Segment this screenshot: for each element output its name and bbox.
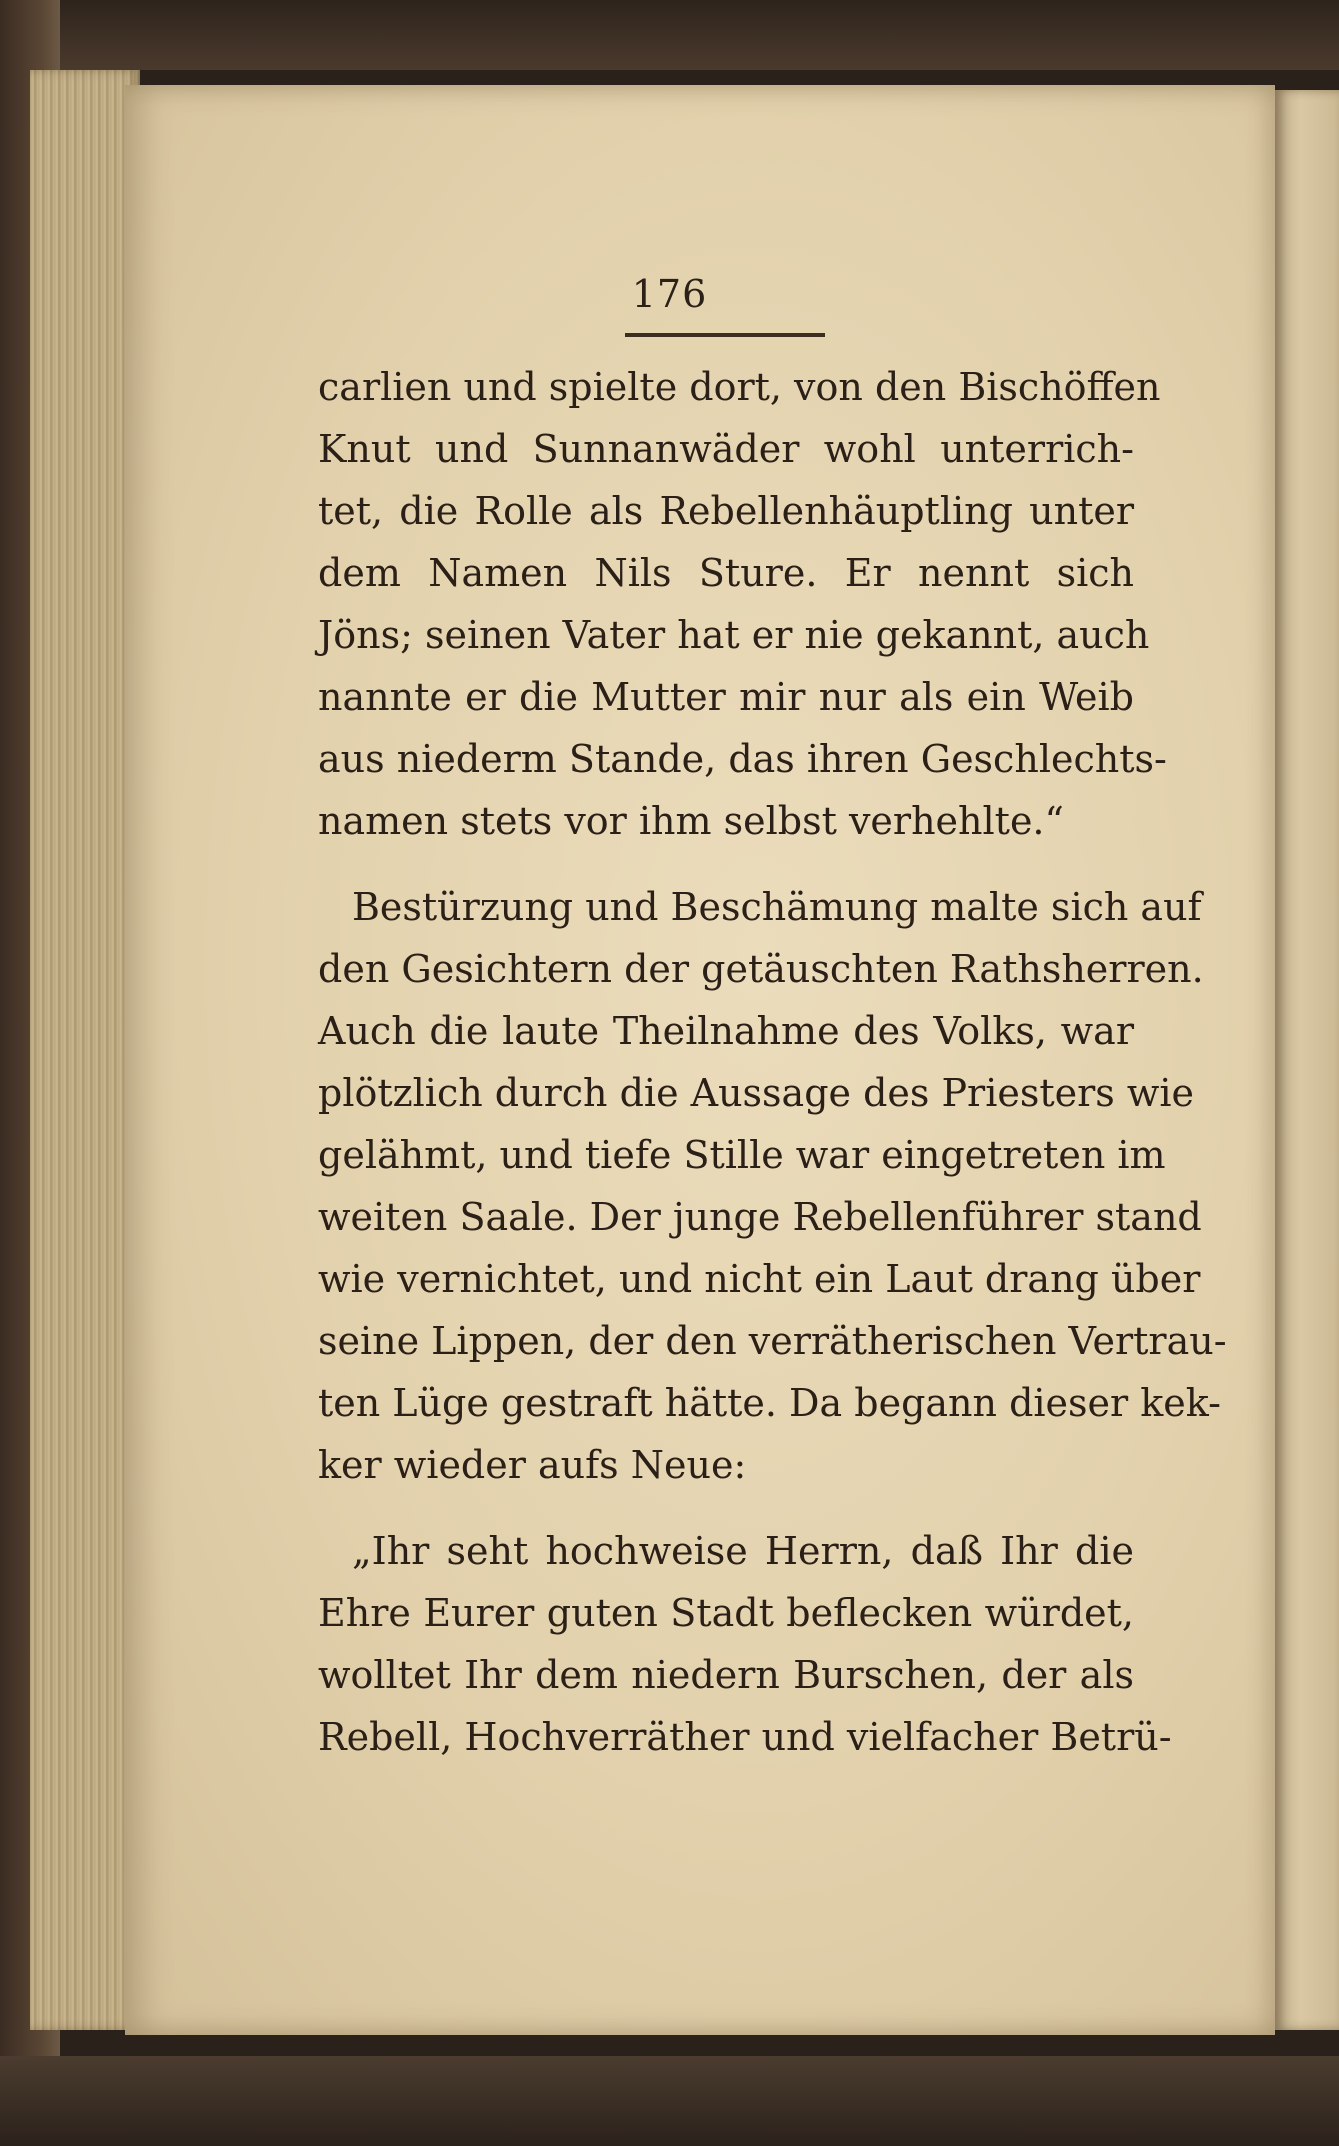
header-rule bbox=[625, 333, 825, 337]
text-line: carlien und spielte dort, von den Bischöffen bbox=[318, 365, 1161, 409]
text-line: Jöns; seinen Vater hat er nie gekannt, auch bbox=[318, 613, 1150, 657]
book-cover-bottom bbox=[0, 2056, 1339, 2146]
facing-page-edge bbox=[1275, 90, 1339, 2030]
text-line: tet, die Rolle als Rebellenhäuptling unter bbox=[318, 489, 1134, 533]
text-line: Auch die laute Theilnahme des Volks, war bbox=[318, 1009, 1134, 1053]
text-line: namen stets vor ihm selbst verhehlte.“ bbox=[318, 799, 1064, 843]
paragraph-gap bbox=[318, 1496, 1134, 1520]
text-line: Knut und Sunnanwäder wohl unterrich- bbox=[318, 427, 1134, 471]
text-line: Rebell, Hochverräther und vielfacher Betrü- bbox=[318, 1715, 1172, 1759]
paragraph-2 bbox=[318, 876, 1227, 1496]
text-line: wolltet Ihr dem niedern Burschen, der als bbox=[318, 1653, 1134, 1697]
text-line: plötzlich durch die Aussage des Priesters wie bbox=[318, 1071, 1195, 1115]
text-line: nannte er die Mutter mir nur als ein Weib bbox=[318, 675, 1134, 719]
text-line: ker wieder aufs Neue: bbox=[318, 1443, 747, 1487]
text-line: ten Lüge gestraft hätte. Da begann dieser kek- bbox=[318, 1381, 1221, 1425]
text-line: den Gesichtern der getäuschten Rathsherren. bbox=[318, 947, 1204, 991]
text-line: seine Lippen, der den verrätherischen Vertrau- bbox=[318, 1319, 1227, 1363]
text-line: aus niederm Stande, das ihren Geschlechts- bbox=[318, 737, 1167, 781]
paragraph-1 bbox=[318, 356, 1167, 852]
book-cover-top bbox=[0, 0, 1339, 70]
paragraph-gap bbox=[318, 852, 1134, 876]
paragraph-3 bbox=[318, 1520, 1172, 1768]
text-line: weiten Saale. Der junge Rebellenführer stand bbox=[318, 1195, 1202, 1239]
text-line: wie vernichtet, und nicht ein Laut drang über bbox=[318, 1257, 1201, 1301]
text-line: dem Namen Nils Sture. Er nennt sich bbox=[318, 551, 1134, 595]
text-line: Ehre Eurer guten Stadt beflecken würdet, bbox=[318, 1591, 1134, 1635]
text-line: Bestürzung und Beschämung malte sich auf bbox=[352, 885, 1202, 929]
body-text bbox=[318, 356, 1227, 1768]
text-line: gelähmt, und tiefe Stille war eingetreten im bbox=[318, 1133, 1166, 1177]
page-edges bbox=[30, 70, 140, 2030]
text-line: „Ihr seht hochweise Herrn, daß Ihr die bbox=[352, 1529, 1134, 1573]
page-number: 176 bbox=[631, 272, 708, 316]
